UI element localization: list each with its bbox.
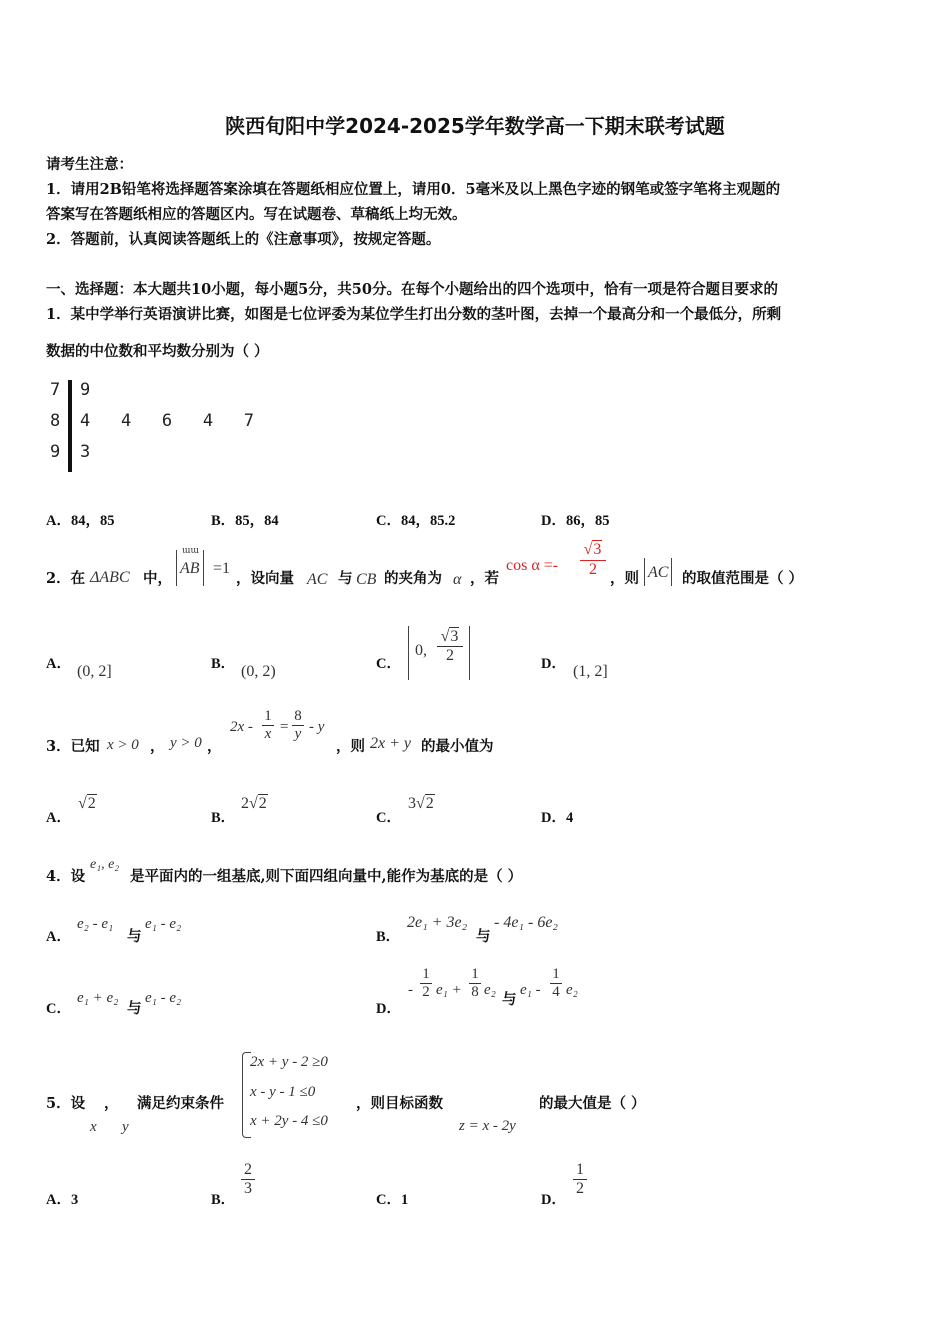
q3-sep-1: ， <box>150 738 165 755</box>
q2-ab-abs <box>176 546 204 586</box>
q3-den-x: x <box>264 726 272 742</box>
q2-option-c-label[interactable]: C． <box>376 656 401 672</box>
q3-number: 3．已知 <box>46 738 100 755</box>
q5-comma: ， <box>104 1095 119 1112</box>
q5-text-3: 的最大值是（ ） <box>539 1095 646 1112</box>
q5-text-1: 满足约束条件 <box>137 1095 224 1112</box>
q4-d-n2: 1 <box>471 966 479 982</box>
q2-option-d-value[interactable]: (1, 2] <box>573 663 608 680</box>
q4-tail: 是平面内的一组基底,则下面四组向量中,能作为基底的是（ ） <box>130 868 523 885</box>
stem-leaf-divider <box>68 380 72 472</box>
q3-option-c-value[interactable]: 3√2 <box>408 795 434 812</box>
q5-constraint-2: x - y - 1 ≤0 <box>250 1084 316 1100</box>
q4-d-frac-3 <box>550 966 562 1001</box>
q2-ac-abs <box>644 558 672 586</box>
q3-tail: 的最小值为 <box>421 738 494 755</box>
q4-d-frac-1 <box>420 966 432 1001</box>
q3-option-b-label[interactable]: B． <box>211 810 236 826</box>
notice-line-2: 2．答题前，认真阅读答题纸上的《注意事项》，按规定答题。 <box>46 231 441 248</box>
q2-number: 2．在 <box>46 570 86 587</box>
q2-c-sqrt3: √3 <box>440 628 459 645</box>
q2-option-a-label[interactable]: A． <box>46 656 71 672</box>
q5-b-num: 2 <box>244 1161 252 1178</box>
page-title: 陕西旬阳中学2024-2025学年数学高一下期末联考试题 <box>225 114 725 138</box>
q2-cos-fraction <box>580 541 606 579</box>
q2-sqrt3: √3 <box>583 541 602 558</box>
stem-8: 8 <box>50 411 61 431</box>
q2-option-c-value[interactable] <box>408 626 470 680</box>
q5-b-den: 3 <box>244 1180 252 1197</box>
q2-option-d-label[interactable]: D． <box>541 656 566 672</box>
q3-cond-1: x > 0 <box>107 737 139 753</box>
q3-option-b-value[interactable]: 2√2 <box>241 795 267 812</box>
q4-d-e1: e₁ + <box>436 982 462 998</box>
q1-text-b: 数据的中位数和平均数分别为（ ） <box>46 343 269 360</box>
q3-sep-2: ， <box>207 738 222 755</box>
q2-cb: CB <box>356 571 377 588</box>
q4-d-minus: - <box>408 982 413 998</box>
leaves-9: 3 <box>80 442 91 462</box>
q5-var-y: y <box>122 1119 129 1135</box>
q2-text-4: ，则 <box>610 570 639 587</box>
notice-line-1: 1．请用2B铅笔将选择题答案涂填在答题纸相应位置上，请用0．5毫米及以上黑色字迹的钢笔或签字笔将主观题的 <box>46 181 781 198</box>
q4-d-d1: 2 <box>422 984 430 1000</box>
q5-d-num: 1 <box>576 1161 584 1178</box>
q1-option-b[interactable]: B．85，84 <box>211 513 279 529</box>
q4-c-1[interactable]: e₁ + e₂ <box>77 990 119 1006</box>
q4-b-2[interactable]: - 4e₁ - 6e₂ <box>494 914 558 931</box>
q3-den-y: y <box>294 726 302 742</box>
q3-num-1: 1 <box>264 708 272 724</box>
q1-text-a: 1．某中学举行英语演讲比赛，如图是七位评委为某位学生打出分数的茎叶图，去掉一个最高分和一个最低分，所剩 <box>46 306 782 323</box>
q4-basis: e₁, e₂ <box>90 857 120 872</box>
q2-option-b-value[interactable]: (0, 2) <box>241 663 276 680</box>
q3-then: ，则 <box>336 738 365 755</box>
leaves-7: 9 <box>80 380 91 400</box>
stem-7: 7 <box>50 380 61 400</box>
q5-objective: z = x - 2y <box>459 1118 516 1134</box>
q2-eq1: =1 <box>213 560 231 577</box>
q3-cond-2: y > 0 <box>170 735 202 751</box>
q5-option-c[interactable]: C．1 <box>376 1192 409 1208</box>
q2-cos: cos α =- <box>506 557 559 574</box>
q5-option-a[interactable]: A．3 <box>46 1192 79 1208</box>
stem-9: 9 <box>50 442 61 462</box>
q4-option-a-label[interactable]: A． <box>46 929 71 945</box>
q4-d-expr[interactable] <box>406 966 596 1016</box>
q2-yu: 与 <box>338 570 353 587</box>
q4-a-yu: 与 <box>127 928 142 945</box>
q4-a-1[interactable]: e₂ - e₁ <box>77 916 114 932</box>
q4-d-d2: 8 <box>471 984 479 1000</box>
q3-expr: 2x + y <box>370 735 411 752</box>
q3-eq-left: 2x - <box>230 719 253 735</box>
stem-leaf-plot <box>48 378 254 474</box>
q4-option-c-label[interactable]: C． <box>46 1001 71 1017</box>
q2-c-den: 2 <box>446 647 454 664</box>
q3-num-8: 8 <box>294 708 302 724</box>
q2-ab-arrow: ɯɯ <box>182 546 200 556</box>
q2-ac2: AC <box>648 564 669 581</box>
section-heading: 一、选择题：本大题共10小题，每小题5分，共50分。在每个小题给出的四个选项中，恰有一项是符合题目要求的 <box>46 281 778 298</box>
q5-d-den: 2 <box>576 1180 584 1197</box>
q3-option-c-label[interactable]: C． <box>376 810 401 826</box>
q3-eq: = <box>280 719 289 735</box>
q2-c-frac <box>437 628 463 665</box>
q4-d-frac-2 <box>469 966 481 1001</box>
q4-d-d3: 4 <box>552 984 560 1000</box>
q4-d-e2: e₂ <box>484 982 496 998</box>
q2-alpha: α <box>453 571 462 588</box>
q3-option-a-label[interactable]: A． <box>46 810 71 826</box>
q4-d-n1: 1 <box>422 966 430 982</box>
q3-frac-1x <box>262 708 274 743</box>
q2-option-a-value[interactable]: (0, 2] <box>77 663 112 680</box>
notice-heading: 请考生注意： <box>46 156 133 173</box>
leaves-8: 4 4 6 4 7 <box>80 411 254 431</box>
q2-den: 2 <box>589 561 597 578</box>
q3-frac-8y <box>292 708 304 743</box>
q5-option-d-value[interactable] <box>573 1161 587 1198</box>
q3-option-a-value[interactable]: √2 <box>78 795 96 812</box>
q5-constraint-1: 2x + y - 2 ≥0 <box>250 1054 328 1070</box>
notice-line-1b: 答案写在答题纸相应的答题区内。写在试题卷、草稿纸上均无效。 <box>46 206 467 223</box>
q2-text-3: ，若 <box>470 570 499 587</box>
q2-zhong: 中， <box>143 570 172 587</box>
q4-d-e4: e₂ <box>566 982 578 998</box>
q2-text-5: 的取值范围是（ ） <box>682 570 804 587</box>
q4-d-yu: 与 <box>502 991 517 1008</box>
q2-text-1: ，设向量 <box>236 570 294 587</box>
q1-option-c[interactable]: C．84，85.2 <box>376 513 456 529</box>
q2-ac: AC <box>307 571 328 588</box>
q4-b-1[interactable]: 2e₁ + 3e₂ <box>407 914 468 931</box>
q5-var-x: x <box>90 1119 97 1135</box>
q4-b-yu: 与 <box>476 928 491 945</box>
q1-option-d[interactable]: D．86，85 <box>541 513 610 529</box>
q4-c-2[interactable]: e₁ - e₂ <box>145 990 182 1006</box>
q2-option-b-label[interactable]: B． <box>211 656 236 672</box>
q1-option-a[interactable]: A．84，85 <box>46 513 115 529</box>
q4-d-e3: e₁ - <box>520 982 541 998</box>
q4-option-d-label[interactable]: D． <box>376 1001 401 1017</box>
q3-minus-y: - y <box>309 719 325 735</box>
q2-c-zero: 0, <box>415 642 427 659</box>
q5-text-2: ，则目标函数 <box>356 1095 443 1112</box>
q5-option-b-value[interactable] <box>241 1161 255 1198</box>
q2-triangle: ΔABC <box>90 569 130 586</box>
q4-a-2[interactable]: e₁ - e₂ <box>145 916 182 932</box>
q4-number: 4．设 <box>46 868 86 885</box>
q5-option-b-label[interactable]: B． <box>211 1192 236 1208</box>
q4-d-n3: 1 <box>552 966 560 982</box>
q2-text-2: 的夹角为 <box>384 570 442 587</box>
q4-option-b-label[interactable]: B． <box>376 929 401 945</box>
q3-option-d[interactable]: D．4 <box>541 810 574 826</box>
q5-constraint-3: x + 2y - 4 ≤0 <box>250 1113 328 1129</box>
q5-option-d-label[interactable]: D． <box>541 1192 566 1208</box>
q5-number: 5．设 <box>46 1095 86 1112</box>
q4-c-yu: 与 <box>127 1000 142 1017</box>
q2-ab: AB <box>180 560 200 577</box>
